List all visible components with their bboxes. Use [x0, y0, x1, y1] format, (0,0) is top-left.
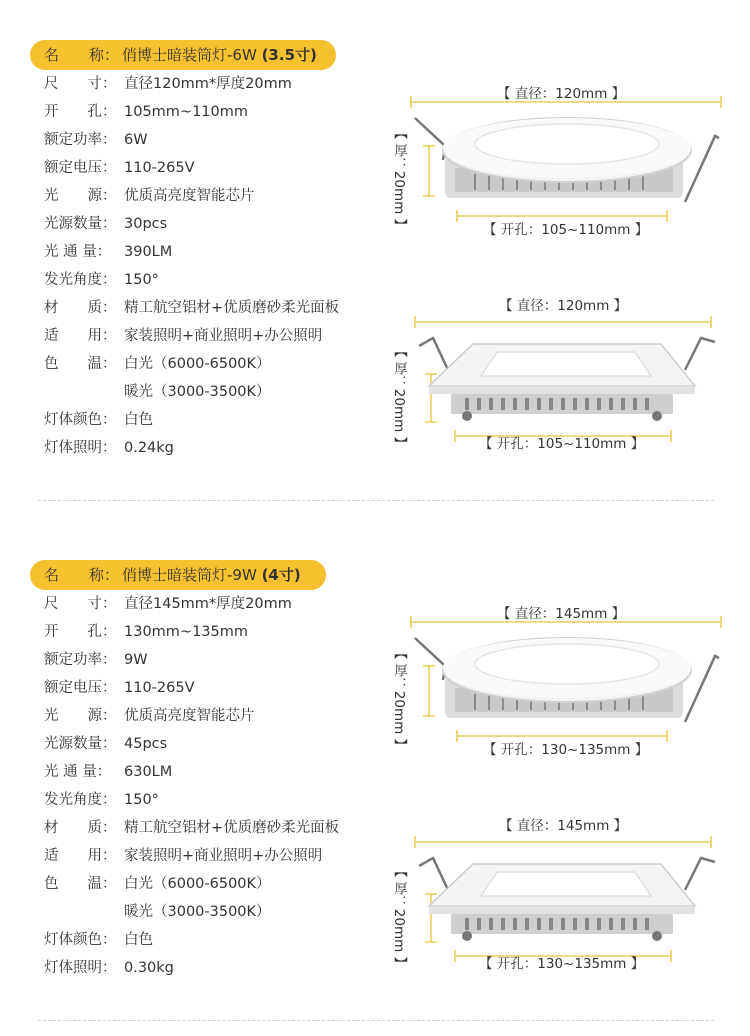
spec-label: 光 通 量：	[44, 764, 112, 780]
spec-label: 尺 寸：	[44, 76, 117, 92]
spec-value: 30pcs	[124, 216, 168, 232]
spec-row	[44, 210, 384, 238]
product-section-9w	[0, 556, 750, 1036]
spec-value: 630LM	[124, 764, 173, 780]
spec-row	[44, 154, 384, 182]
spec-label: 额定电压：	[44, 680, 117, 696]
spec-label: 额定功率：	[44, 652, 117, 668]
spec-row	[44, 378, 384, 406]
section-divider	[38, 1020, 714, 1021]
spec-value: 9W	[124, 652, 148, 668]
spec-value: 优质高亮度智能芯片	[124, 188, 255, 204]
spec-label: 开 孔：	[44, 104, 117, 120]
spec-row	[44, 898, 384, 926]
title-value	[122, 560, 301, 590]
spec-value: 家装照明+商业照明+办公照明	[124, 848, 323, 864]
spec-label: 色 温：	[44, 356, 117, 372]
round-diameter-label: 【 直径：120mm 】	[497, 86, 626, 102]
round-panel-figure	[385, 602, 730, 767]
spec-label: 光源数量：	[44, 216, 117, 232]
square-diameter-label: 【 直径：120mm 】	[499, 298, 628, 314]
spec-row	[44, 954, 384, 982]
square-thickness-label: 【 厚：20mm 】	[391, 864, 407, 971]
product-name: 俏博士暗装筒灯-6W	[122, 46, 257, 64]
section-divider	[38, 500, 714, 501]
spec-label: 发光角度：	[44, 272, 117, 288]
spec-row	[44, 842, 384, 870]
spec-row	[44, 674, 384, 702]
spec-value: 优质高亮度智能芯片	[124, 708, 255, 724]
spec-value: 白光（6000-6500K）	[124, 876, 271, 892]
round-thickness-label: 【 厚：20mm 】	[391, 646, 407, 753]
spec-value: 6W	[124, 132, 148, 148]
spec-label: 额定功率：	[44, 132, 117, 148]
spec-value: 直径145mm*厚度20mm	[124, 596, 292, 612]
spec-row	[44, 126, 384, 154]
spec-row	[44, 926, 384, 954]
spec-label: 灯体照明：	[44, 440, 117, 456]
spec-label: 光 通 量：	[44, 244, 112, 260]
spec-value: 110-265V	[124, 160, 195, 176]
spec-value: 精工航空铝材+优质磨砂柔光面板	[124, 820, 340, 836]
spec-value: 0.30kg	[124, 960, 174, 976]
spec-row	[44, 322, 384, 350]
spec-row	[44, 70, 384, 98]
round-diameter-label: 【 直径：145mm 】	[497, 606, 626, 622]
spec-label: 灯体颜色：	[44, 932, 117, 948]
spec-row	[44, 294, 384, 322]
spec-value: 暖光（3000-3500K）	[124, 384, 271, 400]
spec-row	[44, 758, 384, 786]
spec-value: 白色	[124, 412, 153, 428]
spec-list	[44, 590, 384, 982]
product-name: 俏博士暗装筒灯-9W	[122, 566, 257, 584]
spec-label: 光源数量：	[44, 736, 117, 752]
spec-value: 45pcs	[124, 736, 168, 752]
spec-label: 适 用：	[44, 328, 117, 344]
square-panel-figure	[385, 814, 730, 979]
spec-value: 390LM	[124, 244, 173, 260]
round-cutout-label: 【 开孔：130~135mm 】	[483, 742, 649, 758]
square-panel-figure	[385, 294, 730, 459]
round-thickness-label: 【 厚：20mm 】	[391, 126, 407, 233]
product-size: (3.5寸)	[261, 46, 317, 64]
spec-row	[44, 730, 384, 758]
product-title-bar	[30, 560, 326, 590]
spec-value: 直径120mm*厚度20mm	[124, 76, 292, 92]
title-label: 名 称：	[44, 46, 120, 64]
title-label: 名 称：	[44, 566, 120, 584]
spec-row	[44, 590, 384, 618]
spec-value: 0.24kg	[124, 440, 174, 456]
product-title-bar	[30, 40, 336, 70]
spec-label: 光 源：	[44, 708, 117, 724]
spec-label: 尺 寸：	[44, 596, 117, 612]
spec-value: 白光（6000-6500K）	[124, 356, 271, 372]
product-size: (4寸)	[261, 566, 301, 584]
spec-value: 130mm~135mm	[124, 624, 249, 640]
spec-value: 150°	[124, 272, 159, 288]
spec-label: 材 质：	[44, 820, 117, 836]
spec-label: 灯体照明：	[44, 960, 117, 976]
spec-row	[44, 350, 384, 378]
round-cutout-label: 【 开孔：105~110mm 】	[483, 222, 649, 238]
spec-row	[44, 646, 384, 674]
spec-row	[44, 702, 384, 730]
spec-row	[44, 814, 384, 842]
square-diameter-label: 【 直径：145mm 】	[499, 818, 628, 834]
spec-row	[44, 870, 384, 898]
spec-label: 灯体颜色：	[44, 412, 117, 428]
spec-value: 150°	[124, 792, 159, 808]
spec-row	[44, 434, 384, 462]
product-section-6w	[0, 36, 750, 516]
spec-list	[44, 70, 384, 462]
spec-row	[44, 786, 384, 814]
spec-row	[44, 238, 384, 266]
spec-row	[44, 406, 384, 434]
spec-value: 110-265V	[124, 680, 195, 696]
round-panel-figure	[385, 82, 730, 247]
spec-value: 精工航空铝材+优质磨砂柔光面板	[124, 300, 340, 316]
spec-label: 色 温：	[44, 876, 117, 892]
spec-label: 发光角度：	[44, 792, 117, 808]
square-cutout-label: 【 开孔：130~135mm 】	[479, 956, 645, 972]
spec-row	[44, 618, 384, 646]
spec-value: 暖光（3000-3500K）	[124, 904, 271, 920]
spec-row	[44, 98, 384, 126]
title-value	[122, 40, 317, 70]
spec-label: 开 孔：	[44, 624, 117, 640]
spec-label: 材 质：	[44, 300, 117, 316]
square-thickness-label: 【 厚：20mm 】	[391, 344, 407, 451]
spec-row	[44, 182, 384, 210]
spec-label: 适 用：	[44, 848, 117, 864]
square-cutout-label: 【 开孔：105~110mm 】	[479, 436, 645, 452]
spec-label: 光 源：	[44, 188, 117, 204]
spec-value: 家装照明+商业照明+办公照明	[124, 328, 323, 344]
spec-label: 额定电压：	[44, 160, 117, 176]
spec-value: 白色	[124, 932, 153, 948]
spec-value: 105mm~110mm	[124, 104, 249, 120]
spec-row	[44, 266, 384, 294]
